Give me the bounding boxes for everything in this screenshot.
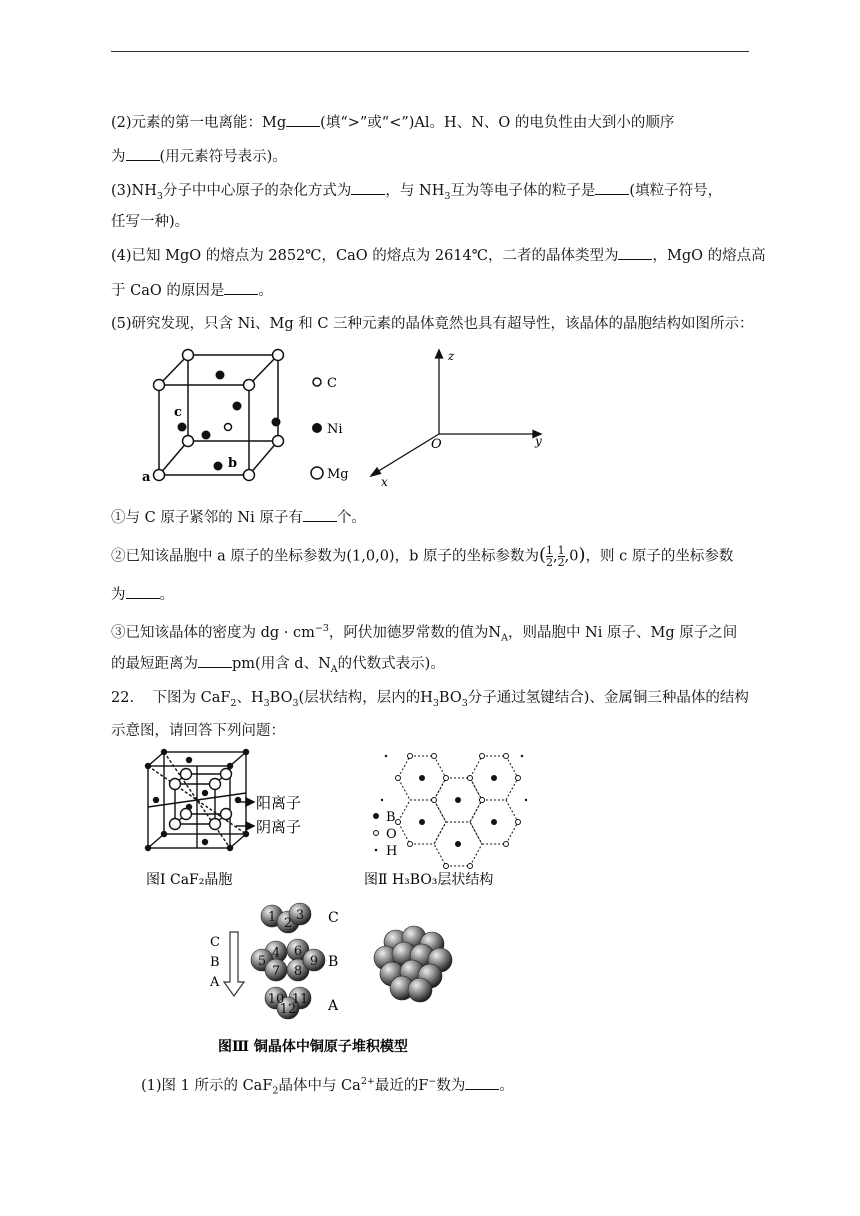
label-c: c [174,405,182,420]
coordinate-axes-figure [365,344,555,494]
q3-text-c: ，与 NH [385,183,445,199]
origin-label: O [431,437,442,452]
q5-s3-text-b: ，阿伏加德罗常数的值为N [328,624,502,641]
q22-text-b: 、H [236,690,264,706]
q22-text-e: BO [438,690,462,706]
label-a: a [142,470,151,485]
answer-blank[interactable] [198,653,232,668]
figure2-caption: 图Ⅱ H₃BO₃层状结构 [364,872,494,888]
axis-x-label: x [381,475,388,489]
q5-s3-text-f: 的代数式表示)。 [337,656,445,672]
c-atom [225,424,232,431]
copper-atom [408,978,432,1002]
figure3-caption: 图Ⅲ 铜晶体中铜原子堆积模型 [218,1039,408,1055]
q3-text-e: (填粒子符号， [629,183,723,199]
q4-text-d: 。 [258,283,273,299]
q3-line2 [111,212,189,232]
q5-sub2-line1: ②已知该晶胞中 a 原子的坐标参数为(1,0,0)，b 原子的坐标参数为( $\frac{1}{2}$ , $\frac{1}{2}$ ,0)，则 c 原子的坐标参数 [111,544,734,569]
arrow-label-c: C [210,935,220,950]
answer-blank[interactable] [224,280,258,295]
ni-atom [178,423,187,432]
q2-text-b: (填“>”或“<”)Al。H、N、O 的电负性由大到小的顺序 [320,115,675,131]
copper-atom-number: 2 [283,916,293,931]
q5-intro-text: (5)研究发现，只含 Ni、Mg 和 C 三种元素的晶体竟然也具有超导性，该晶体的晶胞结构如图所示： [111,316,754,332]
layer-label-c: C [328,910,339,926]
answer-blank[interactable] [303,507,337,522]
answer-blank[interactable] [126,584,160,599]
q3-text-f: 任写一种)。 [111,214,190,230]
q5-s1-text: ①与 C 原子紧邻的 Ni 原子有 [111,510,303,526]
q5-intro [111,314,754,334]
legend-b: B [386,810,396,825]
mg-atom [154,470,165,481]
ni-atom [233,402,242,411]
q5-s3-text-c: ，则晶胞中 Ni 原子、Mg 原子之间 [507,624,738,641]
q5-s2-text: ②已知该晶胞中 a 原子的坐标参数为(1,0,0)，b 原子的坐标参数为 [111,548,539,565]
copper-atom-number: 8 [293,964,303,979]
q4-text-b: ，MgO 的熔点高 [652,248,766,264]
mg-atom [154,380,165,391]
q22-text-a: 下图为 CaF [152,690,231,706]
q22-sub1-text-e: 。 [499,1077,514,1094]
label-b: b [228,456,238,471]
copper-atom-number: 5 [257,954,267,969]
ni-mg-c-unit-cell-figure [140,344,370,494]
q2-line1 [111,112,674,133]
q22-sub1-text-c: 最近的F [374,1077,429,1094]
mg-atom [273,350,284,361]
mg-atom [244,380,255,391]
q4-text-c: 于 CaO 的原因是 [111,283,225,299]
q5-s1-end: 个。 [336,510,366,526]
copper-atom-number: 1 [267,910,277,925]
layer-label-a: A [328,998,339,1014]
q5-s3-text-a: ③已知该晶体的密度为 dg · cm [111,624,315,641]
axis-y-label: y [535,434,542,448]
ni-atom [272,418,281,427]
anion-label: 阴离子 [256,818,302,836]
legend-ni: Ni [327,422,343,437]
q22-sub1-text-a: (1)图 1 所示的 CaF [141,1077,273,1094]
q3-text-d: 互为等电子体的粒子是 [450,183,596,199]
q4-text-a: (4)已知 MgO 的熔点为 2852℃，CaO 的熔点为 2614℃，二者的晶体类型为 [111,248,619,264]
q5-sub2-line2 [111,584,174,605]
q4-line2 [111,280,273,301]
q22-sub1: (1)图 1 所示的 CaF$_2$晶体中与 $Ca^{2+}$最近的F−数为 。 [141,1076,514,1097]
answer-blank[interactable] [618,245,652,260]
q22-text-d: (层状结构，层内的H [298,690,433,706]
copper-atom-number: 7 [271,964,281,979]
q5-s2-text-b: ，则 c 原子的坐标参数 [585,548,734,565]
q5-s3-text-d: 的最短距离为 [111,656,198,672]
copper-atom-number: 12 [279,1002,297,1017]
legend-h: H [386,844,398,859]
q2-text-a: (2)元素的第一电离能：Mg [111,115,287,131]
q22-text-f: 分子通过氢键结合)、金属铜三种晶体的结构 [467,690,749,706]
answer-blank[interactable] [465,1075,499,1090]
q5-sub3-line2: 的最短距离为 pm(用含 d、$N_A$的代数式表示)。 [111,653,445,680]
axis-z-label: z [448,349,455,363]
legend-o: O [386,827,397,842]
q2-line2 [111,146,287,167]
copper-atom-number: 6 [293,944,303,959]
answer-blank[interactable] [286,112,320,127]
copper-atom-number: 4 [271,946,281,961]
q5-s3-text-e: pm(用含 d、N [232,656,331,672]
q22-text-g: 示意图，请回答下列问题： [111,723,285,739]
q22-sub1-text-d: 数为 [436,1077,466,1094]
answer-blank[interactable] [126,146,160,161]
copper-atom-number: 10 [267,992,285,1007]
header-rule [111,51,749,52]
q4-line1 [111,245,766,266]
q3-text-b: 分子中中心原子的杂化方式为 [162,183,352,199]
legend-c: C [327,376,337,391]
copper-atom-number: 9 [309,954,319,969]
cation-label: 阳离子 [256,794,302,812]
ni-atom [216,371,225,380]
q5-s2-text-c: 为 [111,587,126,603]
mg-atom [244,470,255,481]
mg-atom [183,436,194,447]
q2-text-c: 为 [111,149,126,165]
q22-line1: 22. 下图为 CaF$_2$、$H_3BO_3$(层状结构，层内的$H_3BO_3$分子通过氢键结合)、金属铜三种晶体的结构 [111,690,749,709]
q2-text-d: (用元素符号表示)。 [159,149,287,165]
h3bo3-layer-figure [362,744,542,891]
copper-atom-number: 11 [291,992,309,1007]
caf2-cell-figure [140,746,340,891]
ni-atom [202,431,211,440]
q22-text-c: BO [269,690,293,706]
q22-number: 22. [111,690,135,706]
q5-sub1 [111,507,366,528]
q22-line2 [111,721,285,741]
copper-atom-number: 3 [295,908,305,923]
mg-atom [183,350,194,361]
down-arrow-icon [224,932,244,996]
answer-blank[interactable] [595,180,629,195]
arrow-label-a: A [210,975,220,990]
arrow-label-b: B [210,955,220,970]
q3-text-a: (3)NH [111,183,157,199]
q5-sub3-line1: ③已知该晶体的密度为 dg · $cm^{-3}$，阿伏加德罗常数的值为$N_A$，则晶胞中 Ni 原子、Mg 原子之间 [111,623,738,644]
q5-s2-text-d: 。 [159,587,174,603]
layer-label-b: B [328,954,339,970]
answer-blank[interactable] [351,180,385,195]
figure1-caption: 图Ⅰ CaF₂晶胞 [146,872,233,888]
q3-line1: $(3)NH_3$分子中中心原子的杂化方式为 ，与 $NH_3$互为等电子体的粒子是 (填粒子符号， [111,180,722,207]
ni-atom [214,462,223,471]
copper-stacking-figure [200,898,480,1058]
mg-atom [273,436,284,447]
legend-mg: Mg [327,467,349,482]
q22-sub1-text-b: 晶体中与 Ca [278,1077,361,1094]
